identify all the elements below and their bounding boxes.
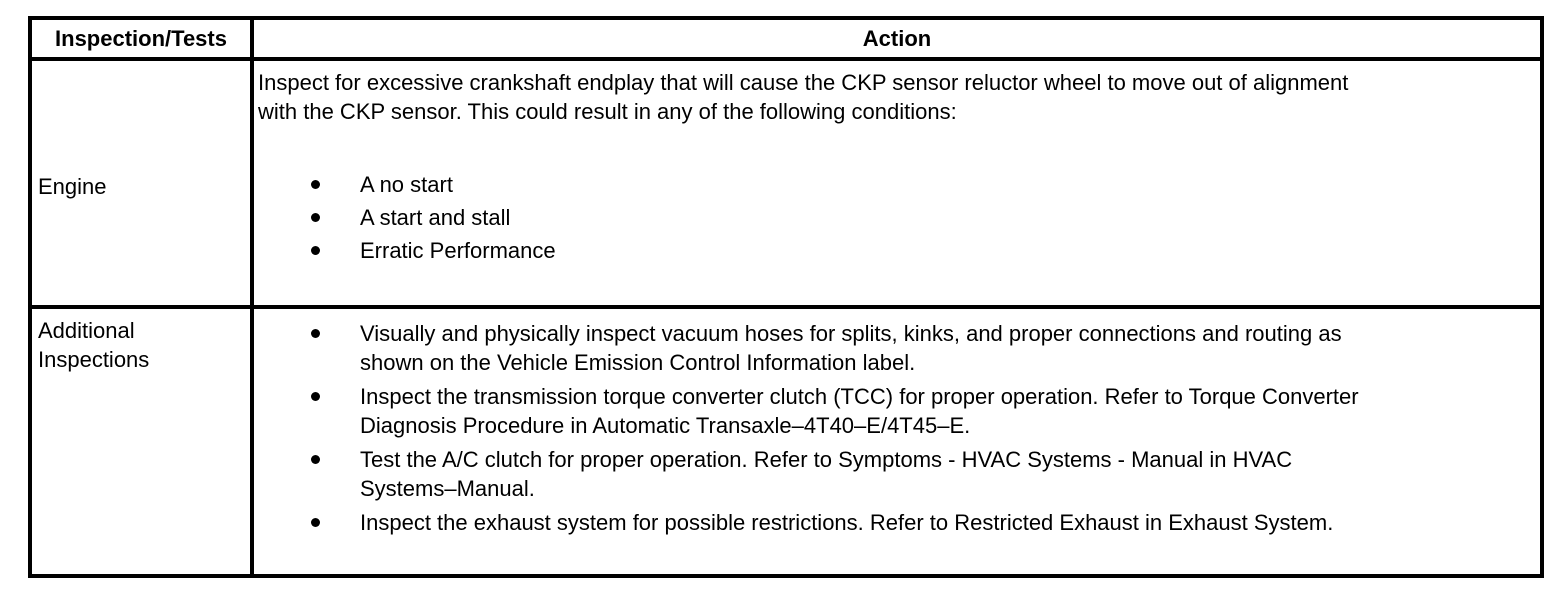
list-item-text: Visually and physically inspect vacuum hoses for splits, kinks, and proper connections and routing as	[360, 321, 1342, 346]
column-divider	[250, 20, 254, 574]
list-item	[258, 236, 556, 265]
engine-intro-line: with the CKP sensor. This could result in any of the following conditions:	[258, 99, 957, 124]
diagnostic-table	[28, 16, 1544, 578]
list-item	[258, 203, 556, 232]
list-item	[258, 508, 1359, 537]
list-item-text: shown on the Vehicle Emission Control Information label.	[360, 350, 916, 375]
row-label-line: Additional	[38, 318, 135, 343]
header-inspection-tests: Inspection/Tests	[55, 26, 227, 51]
list-item	[258, 319, 1359, 377]
header-row-divider	[32, 57, 1540, 61]
additional-inspections-list	[258, 319, 1359, 542]
bullet-icon	[311, 180, 320, 189]
engine-intro-text	[258, 68, 1348, 126]
bullet-icon	[311, 392, 320, 401]
row-label-additional-inspections	[38, 316, 149, 374]
list-item-text: Erratic Performance	[360, 238, 556, 263]
list-item-text: A start and stall	[360, 205, 511, 230]
row-label-engine: Engine	[38, 174, 107, 199]
list-item-text: Systems–Manual.	[360, 476, 535, 501]
list-item	[258, 445, 1359, 503]
engine-intro-line: Inspect for excessive crankshaft endplay that will cause the CKP sensor reluctor wheel to move out of alignment	[258, 70, 1349, 95]
list-item-text: Diagnosis Procedure in Automatic Transaxle–4T40–E/4T45–E.	[360, 413, 971, 438]
row-divider	[32, 305, 1540, 309]
list-item-text: Inspect the exhaust system for possible restrictions. Refer to Restricted Exhaust in Exhaust System.	[360, 510, 1334, 535]
list-item	[258, 170, 556, 199]
engine-conditions-list	[258, 170, 556, 269]
list-item	[258, 382, 1359, 440]
bullet-icon	[311, 455, 320, 464]
row-label-line: Inspections	[38, 347, 150, 372]
bullet-icon	[311, 246, 320, 255]
list-item-text: A no start	[360, 172, 453, 197]
bullet-icon	[311, 329, 320, 338]
list-item-text: Inspect the transmission torque converter clutch (TCC) for proper operation. Refer to Torque Converter	[360, 384, 1359, 409]
bullet-icon	[311, 213, 320, 222]
header-action: Action	[862, 26, 932, 51]
bullet-icon	[311, 518, 320, 527]
list-item-text: Test the A/C clutch for proper operation. Refer to Symptoms - HVAC Systems - Manual in HVAC	[360, 447, 1293, 472]
